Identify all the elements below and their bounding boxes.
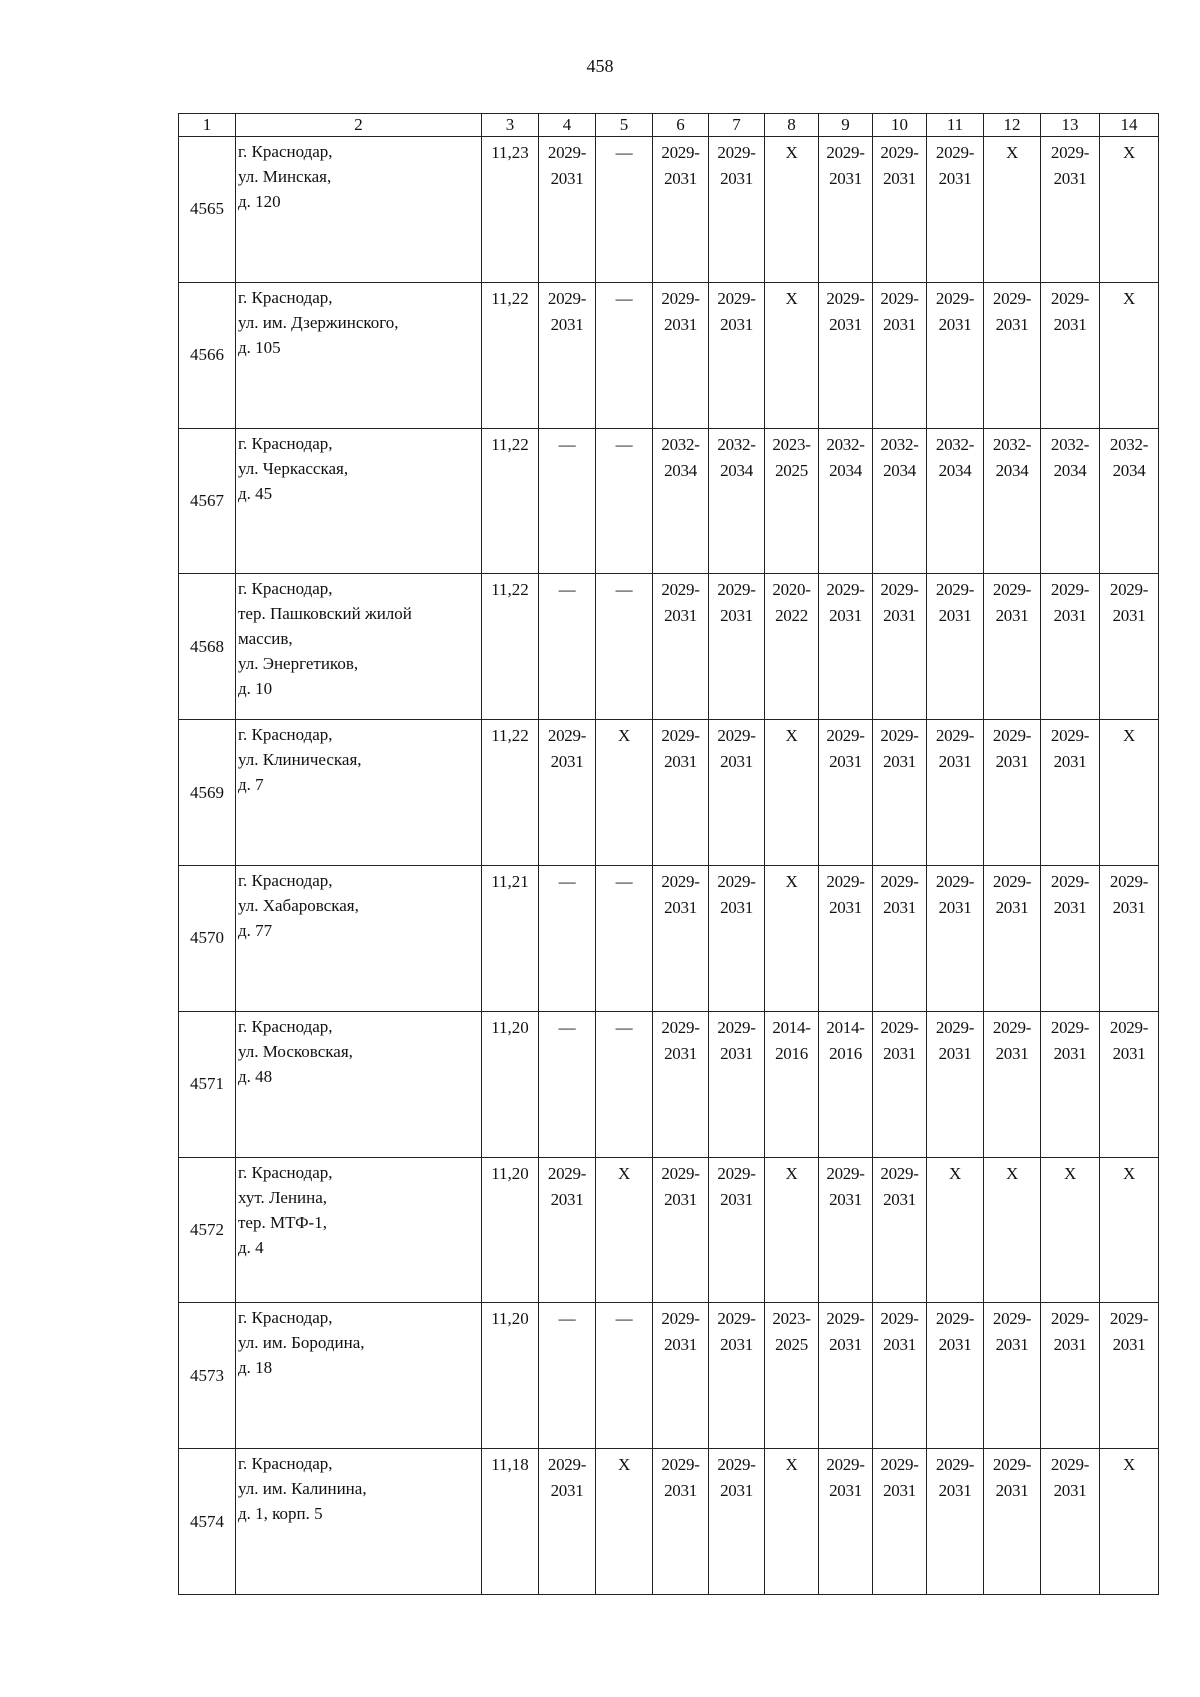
period-cell-col8: X (765, 720, 819, 866)
period-cell-col7: 2029- 2031 (709, 1303, 765, 1449)
period-cell-col14: 2029- 2031 (1100, 574, 1159, 720)
value-cell-col3: 11,20 (482, 1303, 539, 1449)
period-cell-col10: 2029- 2031 (873, 1449, 927, 1595)
address-cell: г. Краснодар, тер. Пашковский жилой массив, ул. Энергетиков, д. 10 (236, 574, 482, 720)
column-header-4: 4 (539, 114, 596, 137)
period-cell-col5: — (596, 282, 653, 428)
period-cell-col13: 2029- 2031 (1041, 1011, 1100, 1157)
period-cell-col8: 2023- 2025 (765, 1303, 819, 1449)
table-row (179, 137, 1159, 283)
period-cell-col12: 2029- 2031 (984, 865, 1041, 1011)
period-cell-col11: 2029- 2031 (927, 865, 984, 1011)
row-number: 4566 (179, 282, 236, 428)
period-cell-col13: 2029- 2031 (1041, 282, 1100, 428)
period-cell-col5: — (596, 137, 653, 283)
period-cell-col10: 2029- 2031 (873, 137, 927, 283)
table-row (179, 1303, 1159, 1449)
period-cell-col11: X (927, 1157, 984, 1303)
column-header-3: 3 (482, 114, 539, 137)
period-cell-col4: 2029- 2031 (539, 720, 596, 866)
address-cell: г. Краснодар, ул. Клиническая, д. 7 (236, 720, 482, 866)
period-cell-col11: 2029- 2031 (927, 1303, 984, 1449)
period-cell-col8: 2014- 2016 (765, 1011, 819, 1157)
period-cell-col13: X (1041, 1157, 1100, 1303)
period-cell-col13: 2029- 2031 (1041, 865, 1100, 1011)
period-cell-col13: 2029- 2031 (1041, 574, 1100, 720)
period-cell-col7: 2029- 2031 (709, 1011, 765, 1157)
period-cell-col8: 2020- 2022 (765, 574, 819, 720)
period-cell-col6: 2029- 2031 (653, 865, 709, 1011)
period-cell-col5: — (596, 1011, 653, 1157)
value-cell-col3: 11,23 (482, 137, 539, 283)
period-cell-col10: 2029- 2031 (873, 720, 927, 866)
period-cell-col11: 2029- 2031 (927, 137, 984, 283)
table-row (179, 428, 1159, 574)
period-cell-col4: — (539, 574, 596, 720)
row-number: 4570 (179, 865, 236, 1011)
period-cell-col10: 2029- 2031 (873, 282, 927, 428)
column-header-14: 14 (1100, 114, 1159, 137)
period-cell-col12: 2029- 2031 (984, 282, 1041, 428)
row-number: 4572 (179, 1157, 236, 1303)
address-cell: г. Краснодар, ул. им. Калинина, д. 1, корп. 5 (236, 1449, 482, 1595)
table-body (179, 137, 1159, 1595)
row-number: 4568 (179, 574, 236, 720)
period-cell-col6: 2029- 2031 (653, 1303, 709, 1449)
value-cell-col3: 11,18 (482, 1449, 539, 1595)
page-number: 458 (586, 56, 614, 76)
period-cell-col12: X (984, 1157, 1041, 1303)
period-cell-col14: X (1100, 720, 1159, 866)
period-cell-col10: 2029- 2031 (873, 865, 927, 1011)
period-cell-col4: — (539, 428, 596, 574)
value-cell-col3: 11,22 (482, 574, 539, 720)
period-cell-col4: 2029- 2031 (539, 1157, 596, 1303)
period-cell-col5: X (596, 1449, 653, 1595)
period-cell-col9: 2032- 2034 (819, 428, 873, 574)
address-cell: г. Краснодар, ул. Московская, д. 48 (236, 1011, 482, 1157)
period-cell-col7: 2032- 2034 (709, 428, 765, 574)
period-cell-col13: 2032- 2034 (1041, 428, 1100, 574)
address-cell: г. Краснодар, ул. Хабаровская, д. 77 (236, 865, 482, 1011)
period-cell-col12: X (984, 137, 1041, 283)
period-cell-col14: X (1100, 137, 1159, 283)
period-cell-col11: 2029- 2031 (927, 574, 984, 720)
period-cell-col4: — (539, 1011, 596, 1157)
period-cell-col10: 2029- 2031 (873, 1157, 927, 1303)
period-cell-col5: X (596, 720, 653, 866)
period-cell-col6: 2029- 2031 (653, 1449, 709, 1595)
period-cell-col5: — (596, 574, 653, 720)
address-cell: г. Краснодар, ул. Минская, д. 120 (236, 137, 482, 283)
row-number: 4574 (179, 1449, 236, 1595)
address-cell: г. Краснодар, ул. Черкасская, д. 45 (236, 428, 482, 574)
period-cell-col5: X (596, 1157, 653, 1303)
column-header-9: 9 (819, 114, 873, 137)
address-cell: г. Краснодар, хут. Ленина, тер. МТФ-1, д. 4 (236, 1157, 482, 1303)
column-header-8: 8 (765, 114, 819, 137)
period-cell-col8: X (765, 1449, 819, 1595)
period-cell-col11: 2032- 2034 (927, 428, 984, 574)
period-cell-col7: 2029- 2031 (709, 720, 765, 866)
period-cell-col14: 2029- 2031 (1100, 1303, 1159, 1449)
period-cell-col8: X (765, 1157, 819, 1303)
period-cell-col9: 2014- 2016 (819, 1011, 873, 1157)
address-cell: г. Краснодар, ул. им. Бородина, д. 18 (236, 1303, 482, 1449)
row-number: 4565 (179, 137, 236, 283)
value-cell-col3: 11,22 (482, 428, 539, 574)
value-cell-col3: 11,20 (482, 1157, 539, 1303)
column-header-12: 12 (984, 114, 1041, 137)
period-cell-col12: 2029- 2031 (984, 574, 1041, 720)
header-row (179, 114, 1159, 137)
period-cell-col4: — (539, 865, 596, 1011)
period-cell-col5: — (596, 1303, 653, 1449)
value-cell-col3: 11,20 (482, 1011, 539, 1157)
period-cell-col14: 2032- 2034 (1100, 428, 1159, 574)
column-header-6: 6 (653, 114, 709, 137)
column-header-7: 7 (709, 114, 765, 137)
column-header-10: 10 (873, 114, 927, 137)
period-cell-col9: 2029- 2031 (819, 282, 873, 428)
period-cell-col5: — (596, 865, 653, 1011)
period-cell-col9: 2029- 2031 (819, 1303, 873, 1449)
table-row (179, 1449, 1159, 1595)
period-cell-col8: 2023- 2025 (765, 428, 819, 574)
period-cell-col8: X (765, 137, 819, 283)
column-header-5: 5 (596, 114, 653, 137)
period-cell-col8: X (765, 282, 819, 428)
table-row (179, 574, 1159, 720)
period-cell-col13: 2029- 2031 (1041, 1449, 1100, 1595)
row-number: 4567 (179, 428, 236, 574)
period-cell-col13: 2029- 2031 (1041, 720, 1100, 866)
period-cell-col12: 2032- 2034 (984, 428, 1041, 574)
period-cell-col13: 2029- 2031 (1041, 1303, 1100, 1449)
value-cell-col3: 11,21 (482, 865, 539, 1011)
table-row (179, 282, 1159, 428)
period-cell-col10: 2029- 2031 (873, 1303, 927, 1449)
period-cell-col12: 2029- 2031 (984, 1303, 1041, 1449)
period-cell-col7: 2029- 2031 (709, 282, 765, 428)
period-cell-col14: 2029- 2031 (1100, 865, 1159, 1011)
period-cell-col8: X (765, 865, 819, 1011)
period-cell-col6: 2029- 2031 (653, 1011, 709, 1157)
column-header-11: 11 (927, 114, 984, 137)
column-header-13: 13 (1041, 114, 1100, 137)
period-cell-col14: X (1100, 282, 1159, 428)
row-number: 4573 (179, 1303, 236, 1449)
period-cell-col13: 2029- 2031 (1041, 137, 1100, 283)
period-cell-col14: X (1100, 1449, 1159, 1595)
period-cell-col7: 2029- 2031 (709, 865, 765, 1011)
period-cell-col11: 2029- 2031 (927, 1011, 984, 1157)
period-cell-col7: 2029- 2031 (709, 1157, 765, 1303)
period-cell-col12: 2029- 2031 (984, 720, 1041, 866)
value-cell-col3: 11,22 (482, 720, 539, 866)
period-cell-col6: 2029- 2031 (653, 720, 709, 866)
period-cell-col12: 2029- 2031 (984, 1011, 1041, 1157)
table-row (179, 1157, 1159, 1303)
period-cell-col9: 2029- 2031 (819, 720, 873, 866)
period-cell-col9: 2029- 2031 (819, 574, 873, 720)
value-cell-col3: 11,22 (482, 282, 539, 428)
period-cell-col11: 2029- 2031 (927, 1449, 984, 1595)
period-cell-col10: 2032- 2034 (873, 428, 927, 574)
period-cell-col9: 2029- 2031 (819, 137, 873, 283)
period-cell-col5: — (596, 428, 653, 574)
period-cell-col14: X (1100, 1157, 1159, 1303)
period-cell-col9: 2029- 2031 (819, 865, 873, 1011)
period-cell-col10: 2029- 2031 (873, 1011, 927, 1157)
address-cell: г. Краснодар, ул. им. Дзержинского, д. 105 (236, 282, 482, 428)
column-header-1: 1 (179, 114, 236, 137)
period-cell-col9: 2029- 2031 (819, 1449, 873, 1595)
period-cell-col7: 2029- 2031 (709, 137, 765, 283)
table-row (179, 1011, 1159, 1157)
period-cell-col4: 2029- 2031 (539, 1449, 596, 1595)
period-cell-col6: 2029- 2031 (653, 282, 709, 428)
period-cell-col6: 2029- 2031 (653, 137, 709, 283)
row-number: 4571 (179, 1011, 236, 1157)
period-cell-col10: 2029- 2031 (873, 574, 927, 720)
table-row (179, 865, 1159, 1011)
column-header-2: 2 (236, 114, 482, 137)
period-cell-col6: 2029- 2031 (653, 1157, 709, 1303)
period-cell-col4: — (539, 1303, 596, 1449)
period-cell-col9: 2029- 2031 (819, 1157, 873, 1303)
register-table (178, 113, 1159, 1595)
period-cell-col6: 2032- 2034 (653, 428, 709, 574)
period-cell-col11: 2029- 2031 (927, 282, 984, 428)
period-cell-col14: 2029- 2031 (1100, 1011, 1159, 1157)
period-cell-col12: 2029- 2031 (984, 1449, 1041, 1595)
period-cell-col7: 2029- 2031 (709, 574, 765, 720)
period-cell-col11: 2029- 2031 (927, 720, 984, 866)
table-row (179, 720, 1159, 866)
period-cell-col7: 2029- 2031 (709, 1449, 765, 1595)
period-cell-col4: 2029- 2031 (539, 137, 596, 283)
row-number: 4569 (179, 720, 236, 866)
period-cell-col6: 2029- 2031 (653, 574, 709, 720)
period-cell-col4: 2029- 2031 (539, 282, 596, 428)
